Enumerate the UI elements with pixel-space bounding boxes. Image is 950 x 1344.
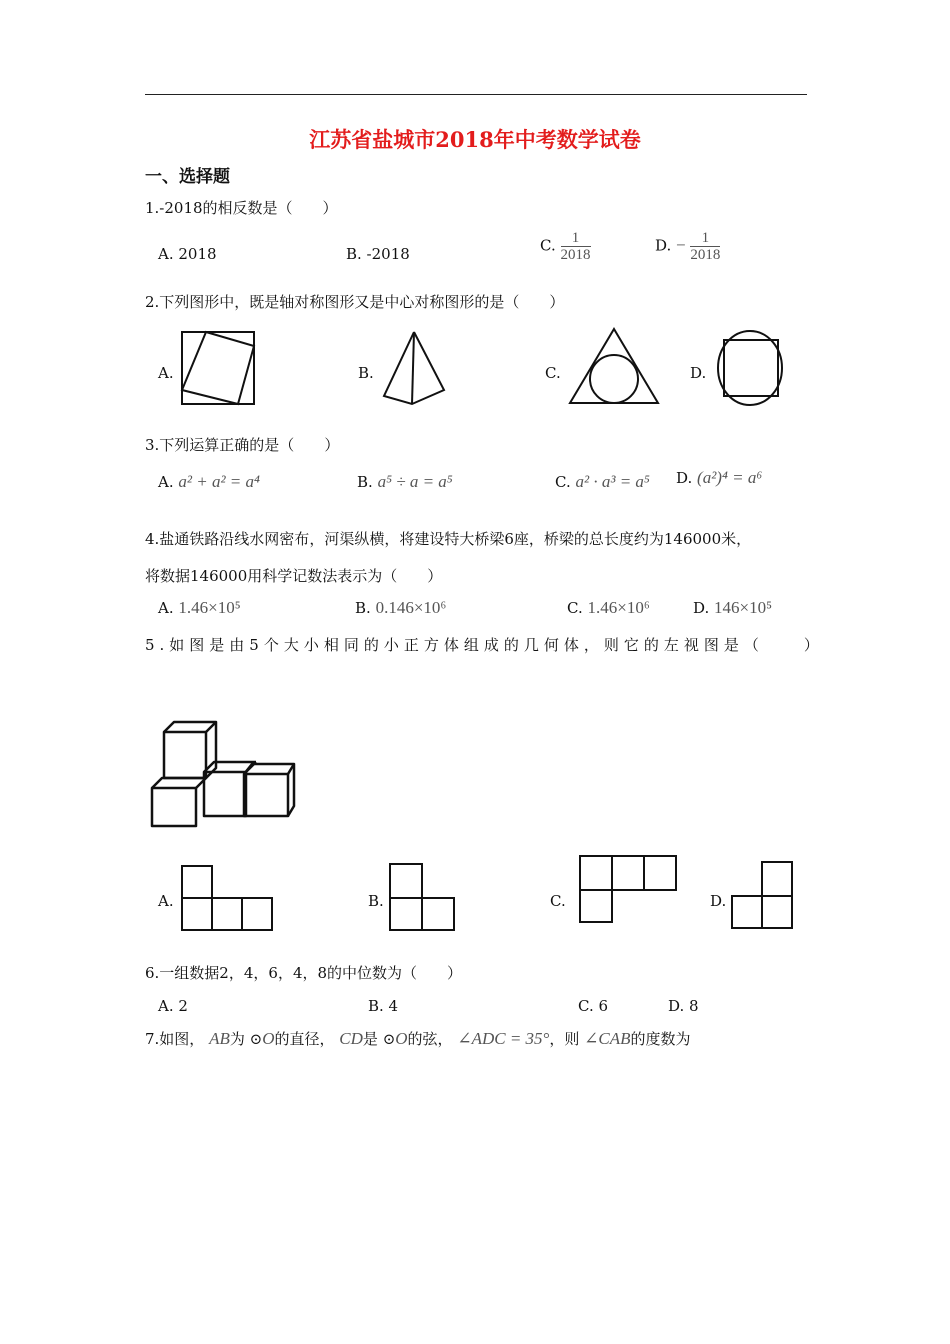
q5-cube-solid-figure [148,718,298,830]
q1-option-c: C. $\frac{1}{2018}$ [540,230,591,263]
q4-option-a: A. 1.46×10⁵ [158,598,241,617]
q6-option-c: C. 6 [578,997,609,1015]
q5-option-a: A. [158,892,174,910]
q5-option-b: B. [368,892,384,910]
q1-option-a: A. 2018 [158,245,217,263]
q2-option-c: C. [545,364,561,382]
q4-option-b: B. 0.146×10⁶ [355,598,447,617]
q5-figure-b [388,862,460,934]
q3-option-d: D. (a²)⁴ = a⁶ [676,468,763,487]
q6-option-d: D. 8 [668,997,699,1015]
top-rule [145,94,807,95]
q5-figure-c [578,854,680,926]
q1-stem: 1.-2018的相反数是（ ） [145,199,338,217]
q6-option-a: A. 2 [158,997,188,1015]
section-heading: 一、选择题 [145,167,230,187]
q3-option-b: B. a⁵ ÷ a = a⁵ [357,472,453,491]
q5-option-d: D. [710,892,727,910]
q2-figure-c-triangle-circle [568,327,660,407]
q2-figure-d-circle-square [714,328,786,408]
q2-figure-b-pyramid [380,328,450,408]
q4-stem-line1: 4.盐通铁路沿线水网密布，河渠纵横，将建设特大桥梁6座，桥梁的总长度约为146000米， [145,530,752,548]
q2-option-d: D. [690,364,707,382]
q3-option-a: A. a² + a² = a⁴ [158,472,260,491]
q4-option-c: C. 1.46×10⁶ [567,598,650,617]
q4-stem-line2: 将数据146000用科学记数法表示为（ ） [145,567,443,585]
q5-figure-d [730,860,796,934]
q2-figure-a-rotated-square [178,330,258,406]
q2-option-a: A. [158,364,174,382]
q7-stem: 7.如图， AB为 ⊙O的直径， CD是 ⊙O的弦， ∠ADC = 35°，则 ∠CAB的度数为 [145,1029,691,1048]
q3-option-c: C. a² · a³ = a⁵ [555,472,650,491]
q5-stem: 5.如图是由5个大小相同的小正方体组成的几何体，则它的左视图是（ ） [145,636,824,654]
q5-option-c: C. [550,892,566,910]
exam-title: 江苏省盐城市2018年中考数学试卷 [309,127,641,152]
q1-option-d-fraction: $\frac{1}{2018}$ [690,230,721,263]
q6-stem: 6.一组数据2，4，6，4，8的中位数为（ ） [145,964,463,982]
q6-option-b: B. 4 [368,997,399,1015]
q4-option-d: D. 146×10⁵ [693,598,773,617]
q2-option-b: B. [358,364,374,382]
q3-stem: 3.下列运算正确的是（ ） [145,436,340,454]
q2-stem: 2.下列图形中，既是轴对称图形又是中心对称图形的是（ ） [145,293,565,311]
q1-option-b: B. -2018 [346,245,410,263]
q5-figure-a [180,864,276,934]
q1-option-d: D. − $\frac{1}{2018}$ [655,230,721,263]
q1-option-c-fraction: $\frac{1}{2018}$ [560,230,591,263]
